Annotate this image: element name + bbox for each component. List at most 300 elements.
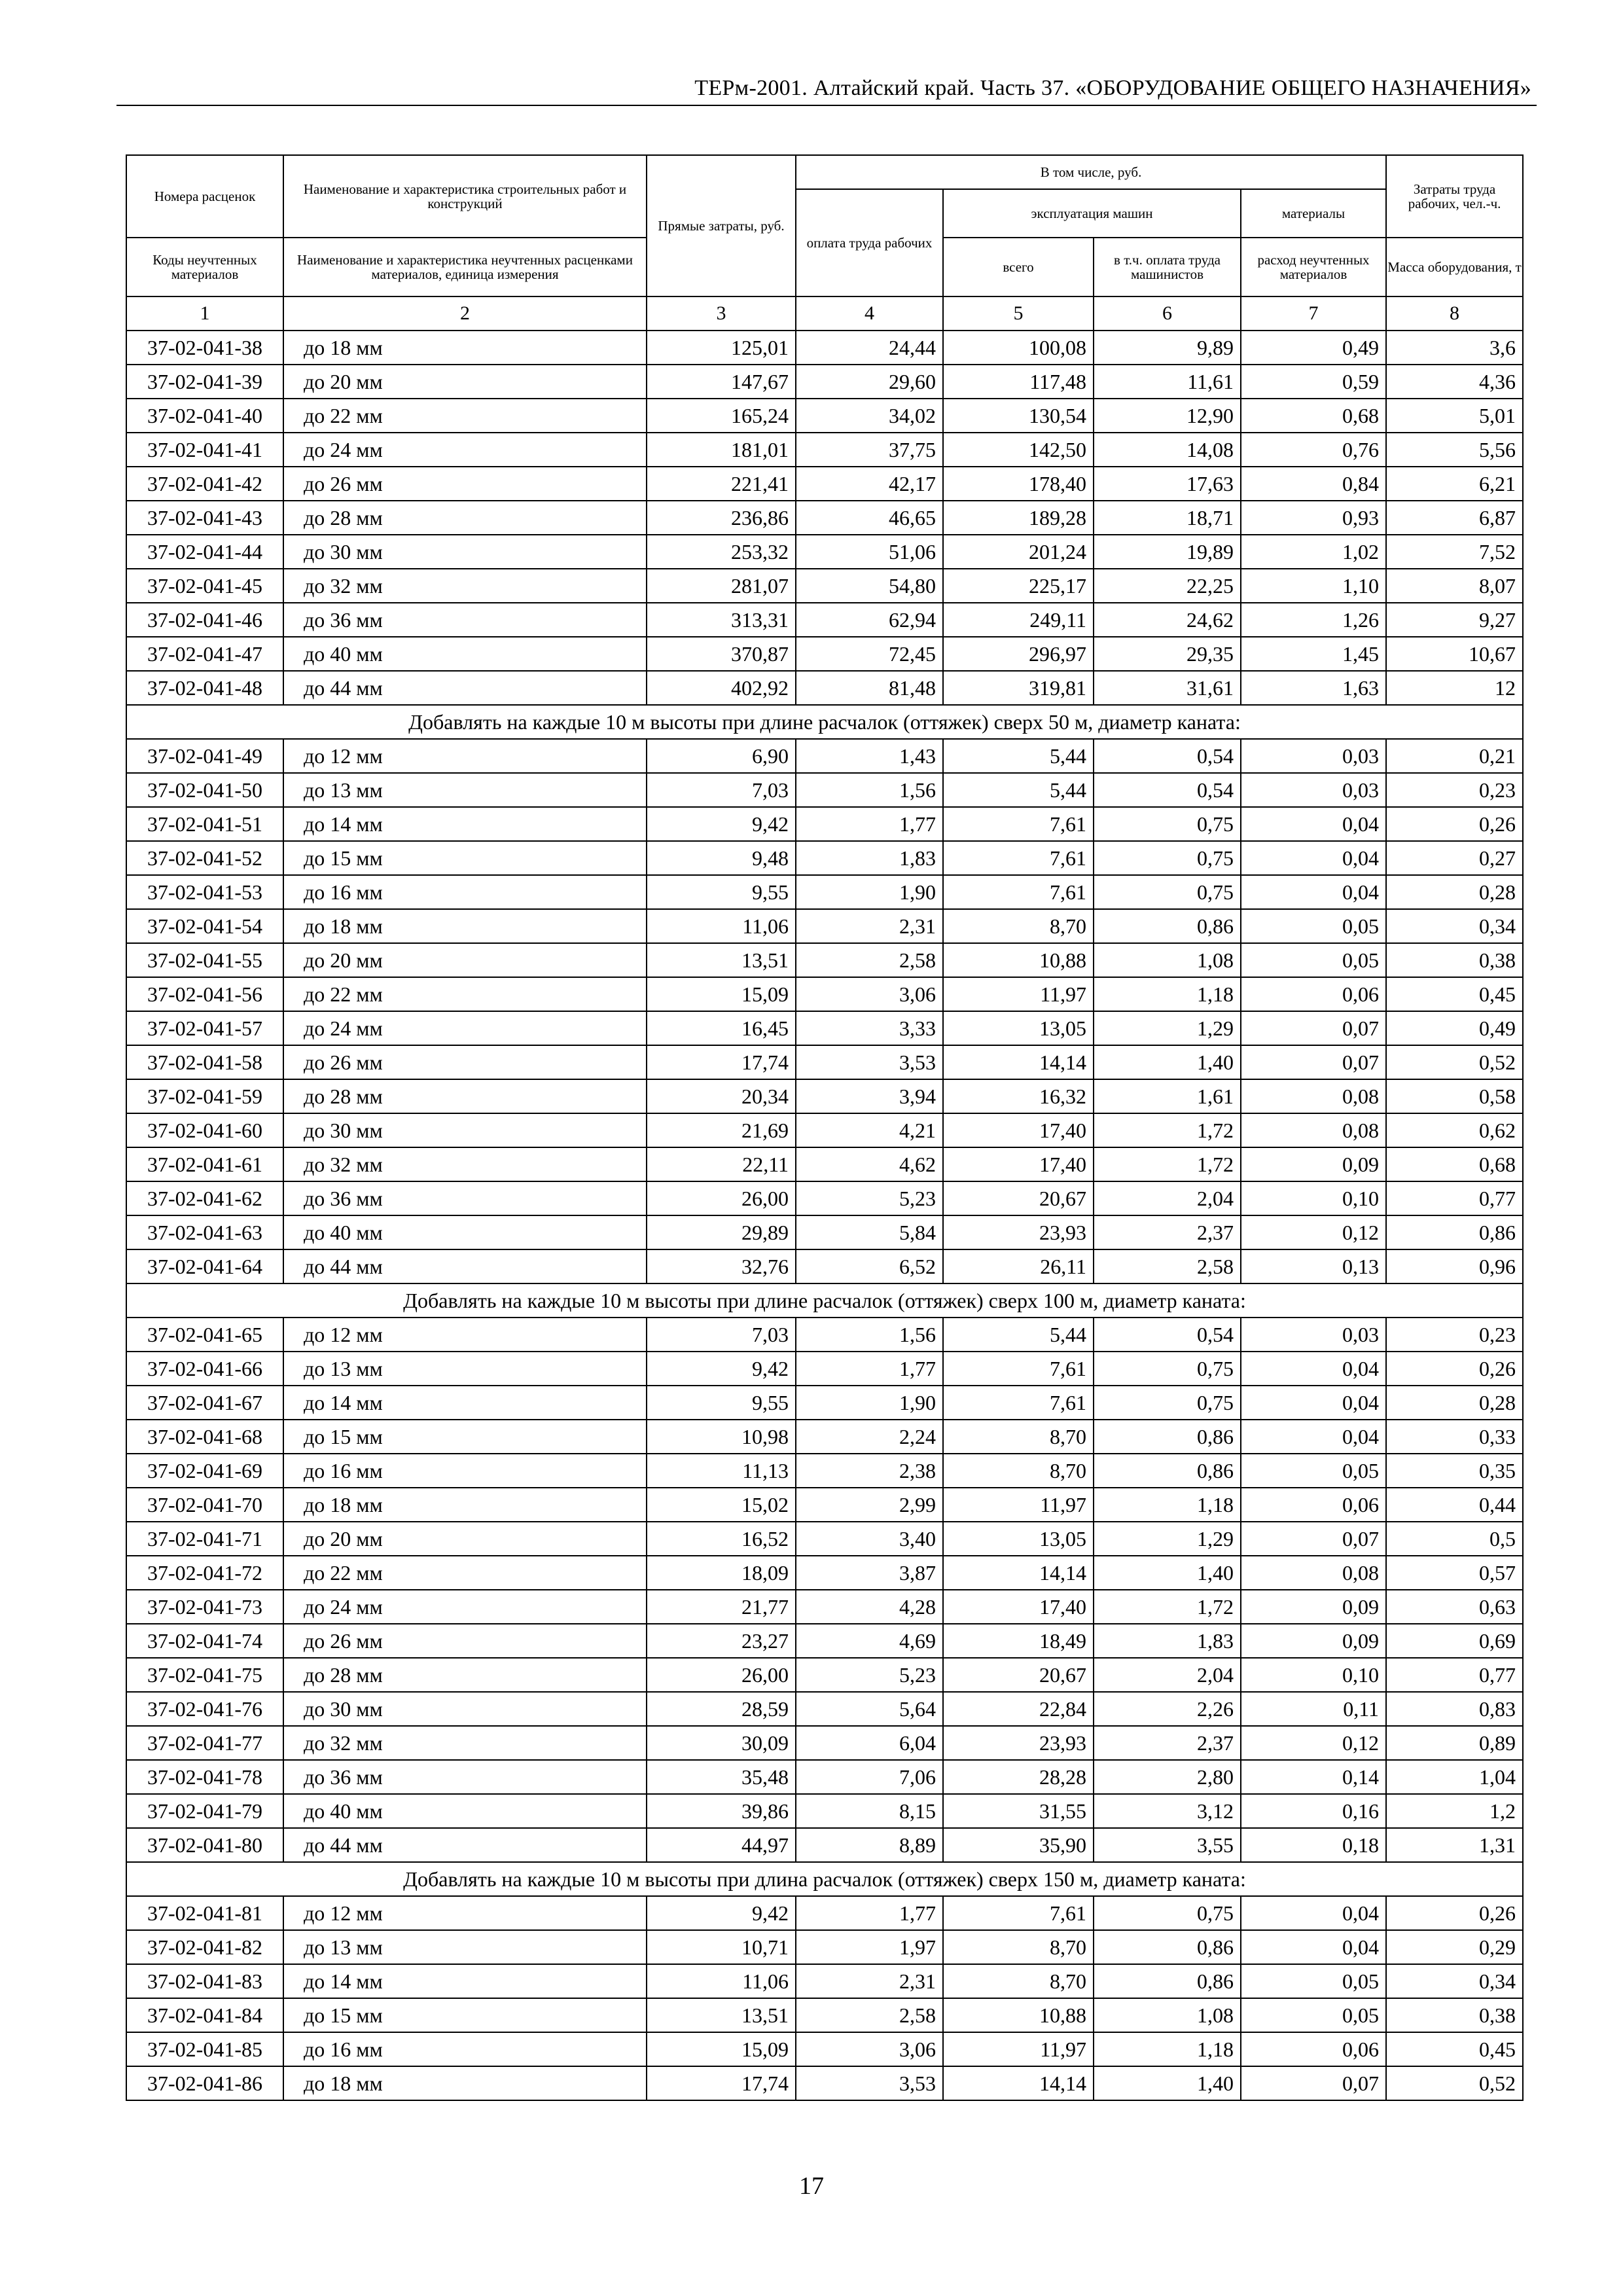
rate-code-cell: 37-02-041-52 [126,841,283,875]
rate-name-cell: до 28 мм [283,501,647,535]
wages-cell: 3,33 [796,1011,943,1045]
wages-cell: 5,23 [796,1181,943,1215]
wages-cell: 4,62 [796,1147,943,1181]
materials-cell: 0,09 [1241,1624,1386,1658]
rates-table [126,154,1524,2101]
machinists-wages-cell: 1,18 [1094,2032,1241,2066]
machinists-wages-cell: 1,40 [1094,2066,1241,2100]
section-heading: Добавлять на каждые 10 м высоты при длина расчалок (оттяжек) сверх 150 м, диаметр каната: [126,1862,1523,1896]
labor-cell: 0,57 [1386,1556,1523,1590]
column-number: 7 [1241,296,1386,331]
header-direct-costs: Прямые затраты, руб. [647,155,796,296]
machines-total-cell: 117,48 [943,365,1094,399]
table-row [126,1249,1523,1283]
materials-cell: 0,10 [1241,1658,1386,1692]
rate-name-cell: до 22 мм [283,977,647,1011]
table-row [126,909,1523,943]
materials-cell: 0,04 [1241,1896,1386,1930]
table-header [126,155,1523,331]
machinists-wages-cell: 1,29 [1094,1522,1241,1556]
direct-costs-cell: 35,48 [647,1760,796,1794]
machinists-wages-cell: 24,62 [1094,603,1241,637]
table-row [126,875,1523,909]
table-row [126,739,1523,773]
machinists-wages-cell: 1,72 [1094,1147,1241,1181]
machinists-wages-cell: 3,12 [1094,1794,1241,1828]
direct-costs-cell: 281,07 [647,569,796,603]
labor-cell: 1,04 [1386,1760,1523,1794]
table-row [126,1079,1523,1113]
table-row [126,1590,1523,1624]
machinists-wages-cell: 1,72 [1094,1113,1241,1147]
header-materials: материалы [1241,189,1386,238]
rate-name-cell: до 36 мм [283,603,647,637]
rate-name-cell: до 24 мм [283,433,647,467]
table-row [126,2066,1523,2100]
labor-cell: 0,52 [1386,2066,1523,2100]
rate-name-cell: до 32 мм [283,1147,647,1181]
materials-cell: 0,07 [1241,1045,1386,1079]
machines-total-cell: 20,67 [943,1658,1094,1692]
rate-code-cell: 37-02-041-76 [126,1692,283,1726]
rate-name-cell: до 30 мм [283,535,647,569]
rate-code-cell: 37-02-041-74 [126,1624,283,1658]
table-row [126,1658,1523,1692]
wages-cell: 5,84 [796,1215,943,1249]
labor-cell: 0,23 [1386,1318,1523,1352]
direct-costs-cell: 370,87 [647,637,796,671]
labor-cell: 4,36 [1386,365,1523,399]
machinists-wages-cell: 1,08 [1094,943,1241,977]
rate-code-cell: 37-02-041-86 [126,2066,283,2100]
machinists-wages-cell: 1,08 [1094,1998,1241,2032]
wages-cell: 62,94 [796,603,943,637]
table-row [126,1147,1523,1181]
rate-name-cell: до 15 мм [283,1998,647,2032]
rate-code-cell: 37-02-041-72 [126,1556,283,1590]
machines-total-cell: 7,61 [943,807,1094,841]
direct-costs-cell: 15,09 [647,2032,796,2066]
rate-code-cell: 37-02-041-64 [126,1249,283,1283]
direct-costs-cell: 15,02 [647,1488,796,1522]
machines-total-cell: 8,70 [943,909,1094,943]
materials-cell: 1,45 [1241,637,1386,671]
labor-cell: 0,77 [1386,1181,1523,1215]
table-row [126,467,1523,501]
labor-cell: 0,44 [1386,1488,1523,1522]
section-heading: Добавлять на каждые 10 м высоты при длине расчалок (оттяжек) сверх 50 м, диаметр каната: [126,705,1523,739]
header-machinists-wages: в т.ч. оплата труда машинистов [1094,238,1241,296]
labor-cell: 0,34 [1386,1964,1523,1998]
rate-name-cell: до 30 мм [283,1113,647,1147]
direct-costs-cell: 16,45 [647,1011,796,1045]
table-row [126,1011,1523,1045]
materials-cell: 0,10 [1241,1181,1386,1215]
machines-total-cell: 17,40 [943,1147,1094,1181]
wages-cell: 2,31 [796,909,943,943]
labor-cell: 0,29 [1386,1930,1523,1964]
machinists-wages-cell: 1,18 [1094,977,1241,1011]
machinists-wages-cell: 2,37 [1094,1726,1241,1760]
machinists-wages-cell: 1,29 [1094,1011,1241,1045]
machines-total-cell: 22,84 [943,1692,1094,1726]
labor-cell: 1,31 [1386,1828,1523,1862]
rate-code-cell: 37-02-041-40 [126,399,283,433]
header-wages: оплата труда рабочих [796,189,943,296]
table-row [126,1488,1523,1522]
labor-cell: 10,67 [1386,637,1523,671]
wages-cell: 1,77 [796,1896,943,1930]
labor-cell: 0,28 [1386,1386,1523,1420]
rate-code-cell: 37-02-041-48 [126,671,283,705]
materials-cell: 0,06 [1241,1488,1386,1522]
machines-total-cell: 13,05 [943,1522,1094,1556]
wages-cell: 1,56 [796,1318,943,1352]
machines-total-cell: 31,55 [943,1794,1094,1828]
machinists-wages-cell: 31,61 [1094,671,1241,705]
labor-cell: 0,26 [1386,1352,1523,1386]
column-number: 2 [283,296,647,331]
direct-costs-cell: 9,48 [647,841,796,875]
materials-cell: 0,13 [1241,1249,1386,1283]
table-row [126,1318,1523,1352]
rate-code-cell: 37-02-041-53 [126,875,283,909]
section-row [126,1862,1523,1896]
labor-cell: 0,21 [1386,739,1523,773]
rate-code-cell: 37-02-041-50 [126,773,283,807]
header-codes: Номера расценок [126,155,283,238]
machines-total-cell: 7,61 [943,1896,1094,1930]
labor-cell: 0,27 [1386,841,1523,875]
machines-total-cell: 10,88 [943,943,1094,977]
labor-cell: 6,87 [1386,501,1523,535]
machines-total-cell: 16,32 [943,1079,1094,1113]
rate-code-cell: 37-02-041-42 [126,467,283,501]
direct-costs-cell: 10,71 [647,1930,796,1964]
column-number: 5 [943,296,1094,331]
materials-cell: 0,03 [1241,739,1386,773]
machinists-wages-cell: 12,90 [1094,399,1241,433]
header-name: Наименование и характеристика строительных работ и конструкций [283,155,647,238]
wages-cell: 54,80 [796,569,943,603]
direct-costs-cell: 26,00 [647,1658,796,1692]
direct-costs-cell: 32,76 [647,1249,796,1283]
table-row [126,1045,1523,1079]
machines-total-cell: 13,05 [943,1011,1094,1045]
labor-cell: 0,62 [1386,1113,1523,1147]
materials-cell: 0,84 [1241,467,1386,501]
page-number: 17 [799,2172,824,2200]
rate-code-cell: 37-02-041-81 [126,1896,283,1930]
direct-costs-cell: 7,03 [647,1318,796,1352]
materials-cell: 0,49 [1241,331,1386,365]
wages-cell: 3,06 [796,2032,943,2066]
machinists-wages-cell: 1,61 [1094,1079,1241,1113]
materials-cell: 0,14 [1241,1760,1386,1794]
machines-total-cell: 14,14 [943,1045,1094,1079]
materials-cell: 0,03 [1241,1318,1386,1352]
column-number: 1 [126,296,283,331]
rate-code-cell: 37-02-041-78 [126,1760,283,1794]
page-header [116,65,1537,106]
table-row [126,1760,1523,1794]
header-including: В том числе, руб. [796,155,1386,189]
machines-total-cell: 7,61 [943,1352,1094,1386]
materials-cell: 0,04 [1241,1352,1386,1386]
labor-cell: 0,33 [1386,1420,1523,1454]
direct-costs-cell: 21,69 [647,1113,796,1147]
materials-cell: 0,05 [1241,1454,1386,1488]
labor-cell: 3,6 [1386,331,1523,365]
machinists-wages-cell: 0,75 [1094,841,1241,875]
rate-code-cell: 37-02-041-57 [126,1011,283,1045]
materials-cell: 0,93 [1241,501,1386,535]
table-row [126,1998,1523,2032]
table-row [126,365,1523,399]
rate-name-cell: до 40 мм [283,1215,647,1249]
labor-cell: 0,5 [1386,1522,1523,1556]
machinists-wages-cell: 19,89 [1094,535,1241,569]
table-row [126,977,1523,1011]
labor-cell: 9,27 [1386,603,1523,637]
table-row [126,501,1523,535]
rate-name-cell: до 16 мм [283,1454,647,1488]
rate-code-cell: 37-02-041-56 [126,977,283,1011]
direct-costs-cell: 11,13 [647,1454,796,1488]
machines-total-cell: 225,17 [943,569,1094,603]
column-numbers-row [126,296,1523,331]
materials-cell: 0,04 [1241,807,1386,841]
wages-cell: 4,28 [796,1590,943,1624]
labor-cell: 0,69 [1386,1624,1523,1658]
materials-cell: 0,05 [1241,1964,1386,1998]
wages-cell: 46,65 [796,501,943,535]
materials-cell: 1,63 [1241,671,1386,705]
machines-total-cell: 11,97 [943,2032,1094,2066]
rate-code-cell: 37-02-041-85 [126,2032,283,2066]
machinists-wages-cell: 0,75 [1094,1896,1241,1930]
table-row [126,807,1523,841]
rate-code-cell: 37-02-041-68 [126,1420,283,1454]
table-row [126,1896,1523,1930]
machines-total-cell: 35,90 [943,1828,1094,1862]
rate-name-cell: до 30 мм [283,1692,647,1726]
direct-costs-cell: 39,86 [647,1794,796,1828]
machinists-wages-cell: 1,18 [1094,1488,1241,1522]
table-row [126,637,1523,671]
wages-cell: 2,99 [796,1488,943,1522]
machines-total-cell: 28,28 [943,1760,1094,1794]
rate-code-cell: 37-02-041-70 [126,1488,283,1522]
materials-cell: 0,08 [1241,1079,1386,1113]
machines-total-cell: 18,49 [943,1624,1094,1658]
machines-total-cell: 8,70 [943,1420,1094,1454]
rate-name-cell: до 13 мм [283,1930,647,1964]
header-labor: Затраты труда рабочих, чел.-ч. [1386,155,1523,238]
table-row [126,1352,1523,1386]
machinists-wages-cell: 0,86 [1094,1420,1241,1454]
rate-code-cell: 37-02-041-47 [126,637,283,671]
table-row [126,1420,1523,1454]
direct-costs-cell: 22,11 [647,1147,796,1181]
wages-cell: 3,40 [796,1522,943,1556]
rate-name-cell: до 26 мм [283,1624,647,1658]
labor-cell: 0,68 [1386,1147,1523,1181]
page-header-title: ТЕРм-2001. Алтайский край. Часть 37. «ОБОРУДОВАНИЕ ОБЩЕГО НАЗНАЧЕНИЯ» [694,76,1531,100]
table-row [126,1454,1523,1488]
wages-cell: 37,75 [796,433,943,467]
rate-code-cell: 37-02-041-39 [126,365,283,399]
direct-costs-cell: 9,55 [647,875,796,909]
machines-total-cell: 7,61 [943,875,1094,909]
wages-cell: 1,56 [796,773,943,807]
wages-cell: 2,38 [796,1454,943,1488]
table-row [126,1386,1523,1420]
table-row [126,399,1523,433]
machinists-wages-cell: 1,72 [1094,1590,1241,1624]
machines-total-cell: 319,81 [943,671,1094,705]
direct-costs-cell: 313,31 [647,603,796,637]
machines-total-cell: 7,61 [943,1386,1094,1420]
rate-code-cell: 37-02-041-73 [126,1590,283,1624]
machinists-wages-cell: 2,26 [1094,1692,1241,1726]
table-row [126,433,1523,467]
machines-total-cell: 10,88 [943,1998,1094,2032]
header-mass: Масса оборудования, т [1386,238,1523,296]
machinists-wages-cell: 1,40 [1094,1045,1241,1079]
table-row [126,1181,1523,1215]
section-row [126,1283,1523,1318]
rate-code-cell: 37-02-041-55 [126,943,283,977]
rate-name-cell: до 14 мм [283,1386,647,1420]
rate-name-cell: до 32 мм [283,569,647,603]
machinists-wages-cell: 0,75 [1094,1352,1241,1386]
rate-code-cell: 37-02-041-71 [126,1522,283,1556]
table-row [126,1726,1523,1760]
table-row [126,1692,1523,1726]
wages-cell: 3,06 [796,977,943,1011]
wages-cell: 8,89 [796,1828,943,1862]
materials-cell: 1,26 [1241,603,1386,637]
machinists-wages-cell: 22,25 [1094,569,1241,603]
machinists-wages-cell: 2,04 [1094,1658,1241,1692]
table-row [126,1930,1523,1964]
materials-cell: 0,05 [1241,943,1386,977]
machines-total-cell: 189,28 [943,501,1094,535]
machines-total-cell: 11,97 [943,1488,1094,1522]
rate-name-cell: до 40 мм [283,1794,647,1828]
rate-name-cell: до 12 мм [283,1896,647,1930]
rate-code-cell: 37-02-041-69 [126,1454,283,1488]
rate-code-cell: 37-02-041-80 [126,1828,283,1862]
machines-total-cell: 142,50 [943,433,1094,467]
column-number: 4 [796,296,943,331]
labor-cell: 0,38 [1386,1998,1523,2032]
direct-costs-cell: 10,98 [647,1420,796,1454]
labor-cell: 12 [1386,671,1523,705]
machines-total-cell: 100,08 [943,331,1094,365]
machines-total-cell: 201,24 [943,535,1094,569]
header-machines: эксплуатация машин [943,189,1241,238]
direct-costs-cell: 20,34 [647,1079,796,1113]
materials-cell: 0,05 [1241,909,1386,943]
machines-total-cell: 130,54 [943,399,1094,433]
materials-cell: 0,59 [1241,365,1386,399]
wages-cell: 3,53 [796,1045,943,1079]
labor-cell: 0,28 [1386,875,1523,909]
machines-total-cell: 11,97 [943,977,1094,1011]
rate-name-cell: до 26 мм [283,467,647,501]
rate-name-cell: до 13 мм [283,773,647,807]
machines-total-cell: 20,67 [943,1181,1094,1215]
labor-cell: 0,49 [1386,1011,1523,1045]
direct-costs-cell: 165,24 [647,399,796,433]
direct-costs-cell: 9,42 [647,807,796,841]
rate-name-cell: до 16 мм [283,875,647,909]
wages-cell: 3,87 [796,1556,943,1590]
machinists-wages-cell: 1,83 [1094,1624,1241,1658]
machinists-wages-cell: 1,40 [1094,1556,1241,1590]
wages-cell: 2,24 [796,1420,943,1454]
rate-name-cell: до 20 мм [283,365,647,399]
wages-cell: 3,53 [796,2066,943,2100]
wages-cell: 3,94 [796,1079,943,1113]
rate-code-cell: 37-02-041-59 [126,1079,283,1113]
materials-cell: 0,04 [1241,1930,1386,1964]
rate-code-cell: 37-02-041-38 [126,331,283,365]
direct-costs-cell: 28,59 [647,1692,796,1726]
direct-costs-cell: 253,32 [647,535,796,569]
direct-costs-cell: 44,97 [647,1828,796,1862]
labor-cell: 0,23 [1386,773,1523,807]
table-row [126,841,1523,875]
rate-name-cell: до 18 мм [283,2066,647,2100]
materials-cell: 0,04 [1241,1386,1386,1420]
wages-cell: 4,69 [796,1624,943,1658]
table-row [126,1964,1523,1998]
section-heading: Добавлять на каждые 10 м высоты при длине расчалок (оттяжек) сверх 100 м, диаметр каната: [126,1283,1523,1318]
table-row [126,1624,1523,1658]
direct-costs-cell: 15,09 [647,977,796,1011]
labor-cell: 5,56 [1386,433,1523,467]
direct-costs-cell: 13,51 [647,943,796,977]
rate-code-cell: 37-02-041-65 [126,1318,283,1352]
labor-cell: 6,21 [1386,467,1523,501]
labor-cell: 0,89 [1386,1726,1523,1760]
direct-costs-cell: 16,52 [647,1522,796,1556]
direct-costs-cell: 23,27 [647,1624,796,1658]
machines-total-cell: 249,11 [943,603,1094,637]
rate-name-cell: до 14 мм [283,1964,647,1998]
rate-code-cell: 37-02-041-84 [126,1998,283,2032]
table-row [126,1522,1523,1556]
direct-costs-cell: 181,01 [647,433,796,467]
machines-total-cell: 17,40 [943,1590,1094,1624]
rate-name-cell: до 44 мм [283,1249,647,1283]
direct-costs-cell: 9,42 [647,1896,796,1930]
wages-cell: 1,43 [796,739,943,773]
machinists-wages-cell: 0,86 [1094,909,1241,943]
machinists-wages-cell: 14,08 [1094,433,1241,467]
direct-costs-cell: 9,42 [647,1352,796,1386]
machinists-wages-cell: 0,75 [1094,875,1241,909]
machinists-wages-cell: 2,58 [1094,1249,1241,1283]
rate-name-cell: до 18 мм [283,331,647,365]
labor-cell: 0,52 [1386,1045,1523,1079]
rate-name-cell: до 20 мм [283,943,647,977]
rate-code-cell: 37-02-041-83 [126,1964,283,1998]
table-row [126,671,1523,705]
